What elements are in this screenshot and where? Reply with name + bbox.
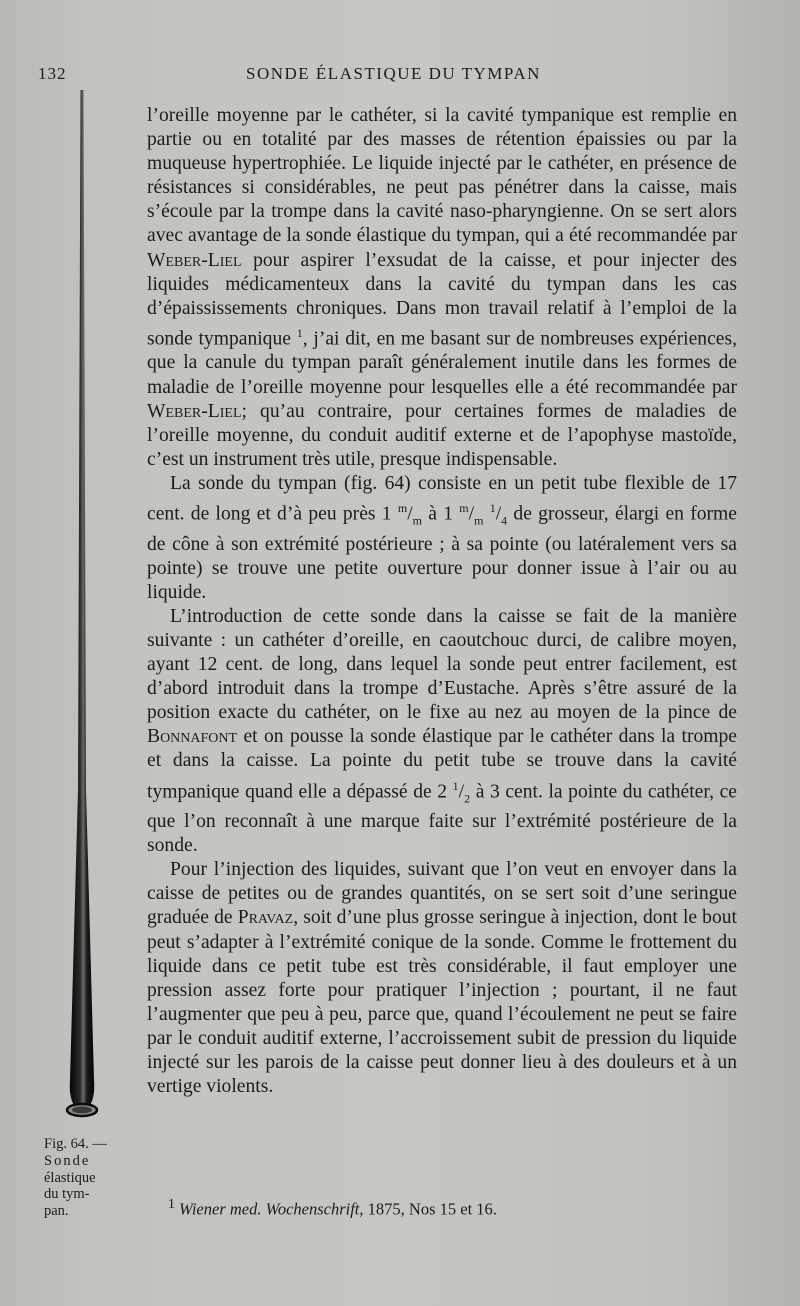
text-run: et on pousse la sonde élastique par le cathéter dans la trompe et dans la caisse. La pointe du petit tube se trouve dans la cavité tympanique quand elle a dépassé de 2 [147, 726, 737, 803]
text-run: / [468, 503, 475, 525]
text-run: à 3 cent. la pointe du cathéter, ce que l’on reconnaît à une marque faite sur l’extrémité postérieure de la sonde. [147, 781, 737, 857]
text-run: de grosseur, élargi en forme de cône à son extrémité postérieure ; à sa pointe (ou latéralement vers sa pointe) se trouve une petite ouverture pour donner issue à l’air ou au liquide. [147, 503, 737, 603]
typographic-index: m [412, 513, 422, 528]
author-name: Weber-Liel [147, 249, 242, 271]
elastic-tympanic-tube-illustration [62, 90, 102, 1130]
caption-line: pan. [44, 1203, 69, 1220]
text-run: à 1 [422, 503, 460, 525]
text-run: / [407, 503, 413, 525]
text-run: ; qu’au contraire, pour certaines formes de maladies de l’oreille moyenne, du conduit auditif externe et de l’apophyse mastoïde, c’est un instrument très utile, presque indispensable. [147, 400, 737, 470]
typographic-index: m [474, 513, 484, 528]
author-name: Bonnafont [147, 726, 238, 748]
footnote-marker: 1 [168, 1196, 175, 1211]
author-name: Pravaz [237, 907, 294, 929]
typographic-index: m [397, 501, 408, 516]
caption-line: élastique [44, 1169, 96, 1186]
text-run: , soit d’une plus grosse seringue à injection, dont le bout peut s’adapter à l’extrémité conique de la sonde. Comme le frottement du liquide dans ce petit tube est très considérable, il faut employer une pression assez forte pour pratiquer l’injection ; pourtant, il ne faut l’augmenter que peu à peu, parce que, quand l’écoulement ne peut se faire par le conduit auditif externe, l’accroissement subit de pression du liquide injecté sur les parois de la caisse peut donner lieu à des douleurs et à un vertige violents. [147, 907, 738, 1098]
typographic-index: 1 [489, 501, 496, 516]
text-run: , j’ai dit, en me basant sur de nombreuses expériences, que la canule du tympan paraît généralement inutile dans les formes de maladie de l’oreille moyenne pour lesquelles elle a été recommandée par [147, 328, 737, 398]
text-run: La sonde du tympan (fig. 64) consiste en un petit tube flexible de 17 cent. de long et d’à peu près 1 [147, 472, 737, 525]
author-name: Weber-Liel [147, 400, 242, 422]
page-number: 132 [38, 64, 67, 83]
typographic-index: 2 [464, 790, 471, 805]
text-run: / [495, 503, 502, 525]
figure-caption [44, 1136, 134, 1220]
footnote-details: , 1875, Nos 15 et 16. [359, 1199, 497, 1219]
text-run: L’introduction de cette sonde dans la caisse se fait de la manière suivante : un cathéter d’oreille, en caoutchouc durci, de calibre moyen, ayant 12 cent. de long, dans lequel la sonde peut entrer facilement, est d’abord introduit dans la trompe d’Eustache. Après s’être assuré de la position exacte du cathéter, on le fixe au nez au moyen de la pince de [147, 605, 737, 724]
caption-line: du tym- [44, 1186, 90, 1203]
paragraph [147, 104, 737, 472]
text-run: / [458, 781, 465, 803]
caption-line: Fig. 64. — [44, 1136, 107, 1152]
footnote [168, 1196, 497, 1220]
text-run: l’oreille moyenne par le cathéter, si la cavité tympanique est remplie en partie ou en totalité par des masses de rétention épaissies ou par la muqueuse hypertrophiée. Le liquide injecté par le cathéter, en présence de résistances si considérables, ne peut pas pénétrer dans la caisse, mais s’écoule par la trompe dans la cavité naso-pharyngienne. On se sert alors avec avantage de la sonde élastique du tympan, qui a été recommandée par [147, 105, 737, 247]
typographic-index: m [459, 501, 469, 516]
typographic-index: 1 [296, 325, 303, 340]
paragraph [147, 472, 737, 605]
footnote-journal: Wiener med. Wochenschrift [179, 1199, 360, 1219]
paragraph [147, 605, 737, 858]
text-run: Pour l’injection des liquides, suivant que l’on veut en envoyer dans la caisse de petites ou de grandes quantités, on se sert soit d’une seringue graduée de [147, 859, 737, 929]
body-text [147, 104, 737, 1099]
typographic-index: 4 [501, 513, 508, 528]
paragraph [147, 858, 737, 1099]
typographic-index: 1 [452, 778, 459, 793]
caption-line: Sonde [44, 1152, 91, 1169]
text-run: pour aspirer l’exsudat de la caisse, et pour injecter des liquides médicamenteux dans la cavité du tympan dans les cas d’épaississements chroniques. Dans mon travail relatif à l’emploi de la sonde tympanique [147, 249, 737, 350]
running-title: SONDE ÉLASTIQUE DU TYMPAN [246, 64, 541, 83]
